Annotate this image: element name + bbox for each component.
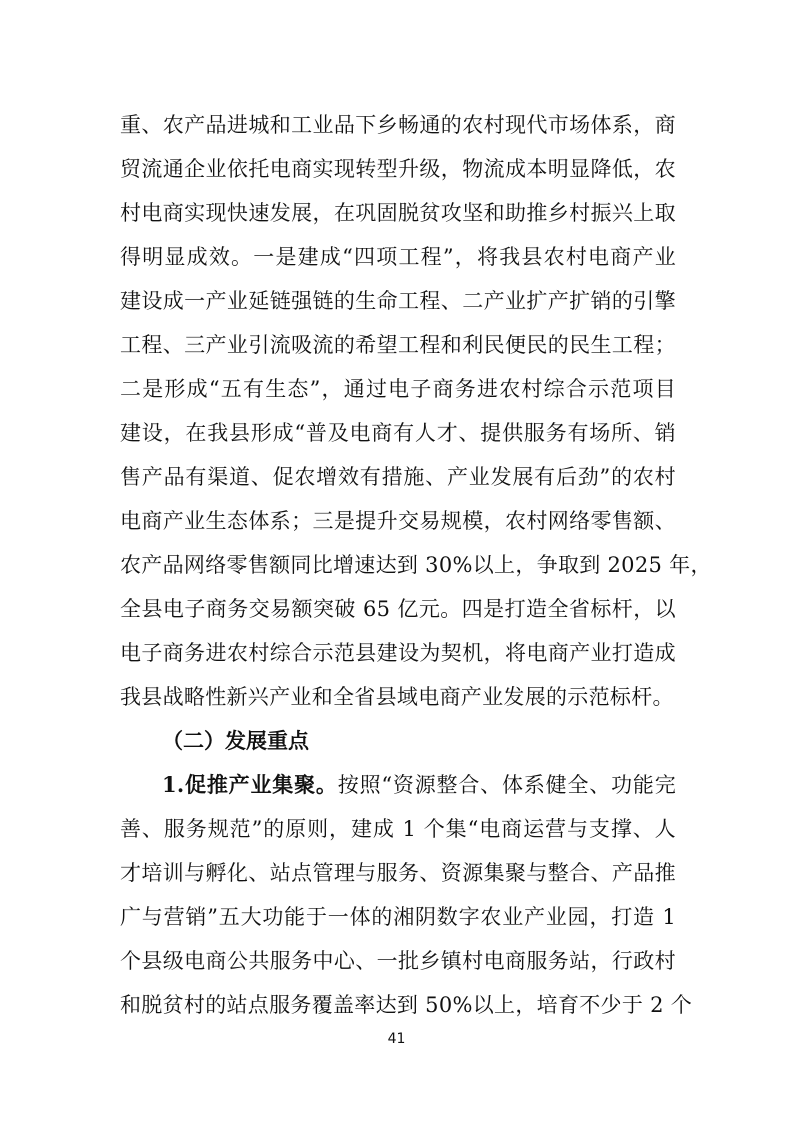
item-line: 广与营销”五大功能于一体的湘阴数字农业产业园，打造 1 bbox=[120, 905, 676, 929]
paragraph-line: 我县战略性新兴产业和全省县域电商产业发展的示范标杆。 bbox=[120, 685, 674, 709]
item-line: 善、服务规范”的原则，建成 1 个集“电商运营与支撑、人 bbox=[120, 817, 676, 841]
paragraph-line: 工程、三产业引流吸流的希望工程和利民便民的民生工程； bbox=[120, 333, 676, 357]
paragraph-line: 建设，在我县形成“普及电商有人才、提供服务有场所、销 bbox=[120, 421, 676, 445]
paragraph-line: 建设成一产业延链强链的生命工程、二产业扩产扩销的引擎 bbox=[120, 289, 676, 313]
paragraph-line: 村电商实现快速发展，在巩固脱贫攻坚和助推乡村振兴上取 bbox=[120, 201, 676, 225]
paragraph-line: 全县电子商务交易额突破 65 亿元。四是打造全省标杆，以 bbox=[120, 597, 676, 621]
item-bold-lead: 1.促推产业集聚。 bbox=[162, 772, 338, 797]
paragraph-line: 农产品网络零售额同比增速达到 30%以上，争取到 2025 年， bbox=[120, 553, 712, 577]
item-line: 和脱贫村的站点服务覆盖率达到 50%以上，培育不少于 2 个 bbox=[120, 993, 693, 1017]
paragraph-line: 电商产业生态体系；三是提升交易规模，农村网络零售额、 bbox=[120, 509, 676, 533]
item-line: 才培训与孵化、站点管理与服务、资源集聚与整合、产品推 bbox=[120, 861, 676, 885]
item-line: 个县级电商公共服务中心、一批乡镇村电商服务站，行政村 bbox=[120, 949, 676, 973]
paragraph-line: 贸流通企业依托电商实现转型升级，物流成本明显降低，农 bbox=[120, 157, 676, 181]
section-subheading: （二）发展重点 bbox=[162, 728, 309, 753]
paragraph-line: 二是形成“五有生态”，通过电子商务进农村综合示范项目 bbox=[120, 377, 676, 401]
paragraph-line: 重、农产品进城和工业品下乡畅通的农村现代市场体系，商 bbox=[120, 113, 676, 137]
paragraph-line: 售产品有渠道、促农增效有措施、产业发展有后劲”的农村 bbox=[120, 465, 676, 489]
item-first-line bbox=[162, 763, 676, 807]
item-first-line-text: 按照“资源整合、体系健全、功能完 bbox=[337, 773, 676, 797]
paragraph-line: 得明显成效。一是建成“四项工程”，将我县农村电商产业 bbox=[120, 245, 676, 269]
paragraph-line: 电子商务进农村综合示范县建设为契机，将电商产业打造成 bbox=[120, 641, 676, 665]
page-number: 41 bbox=[387, 1031, 406, 1047]
